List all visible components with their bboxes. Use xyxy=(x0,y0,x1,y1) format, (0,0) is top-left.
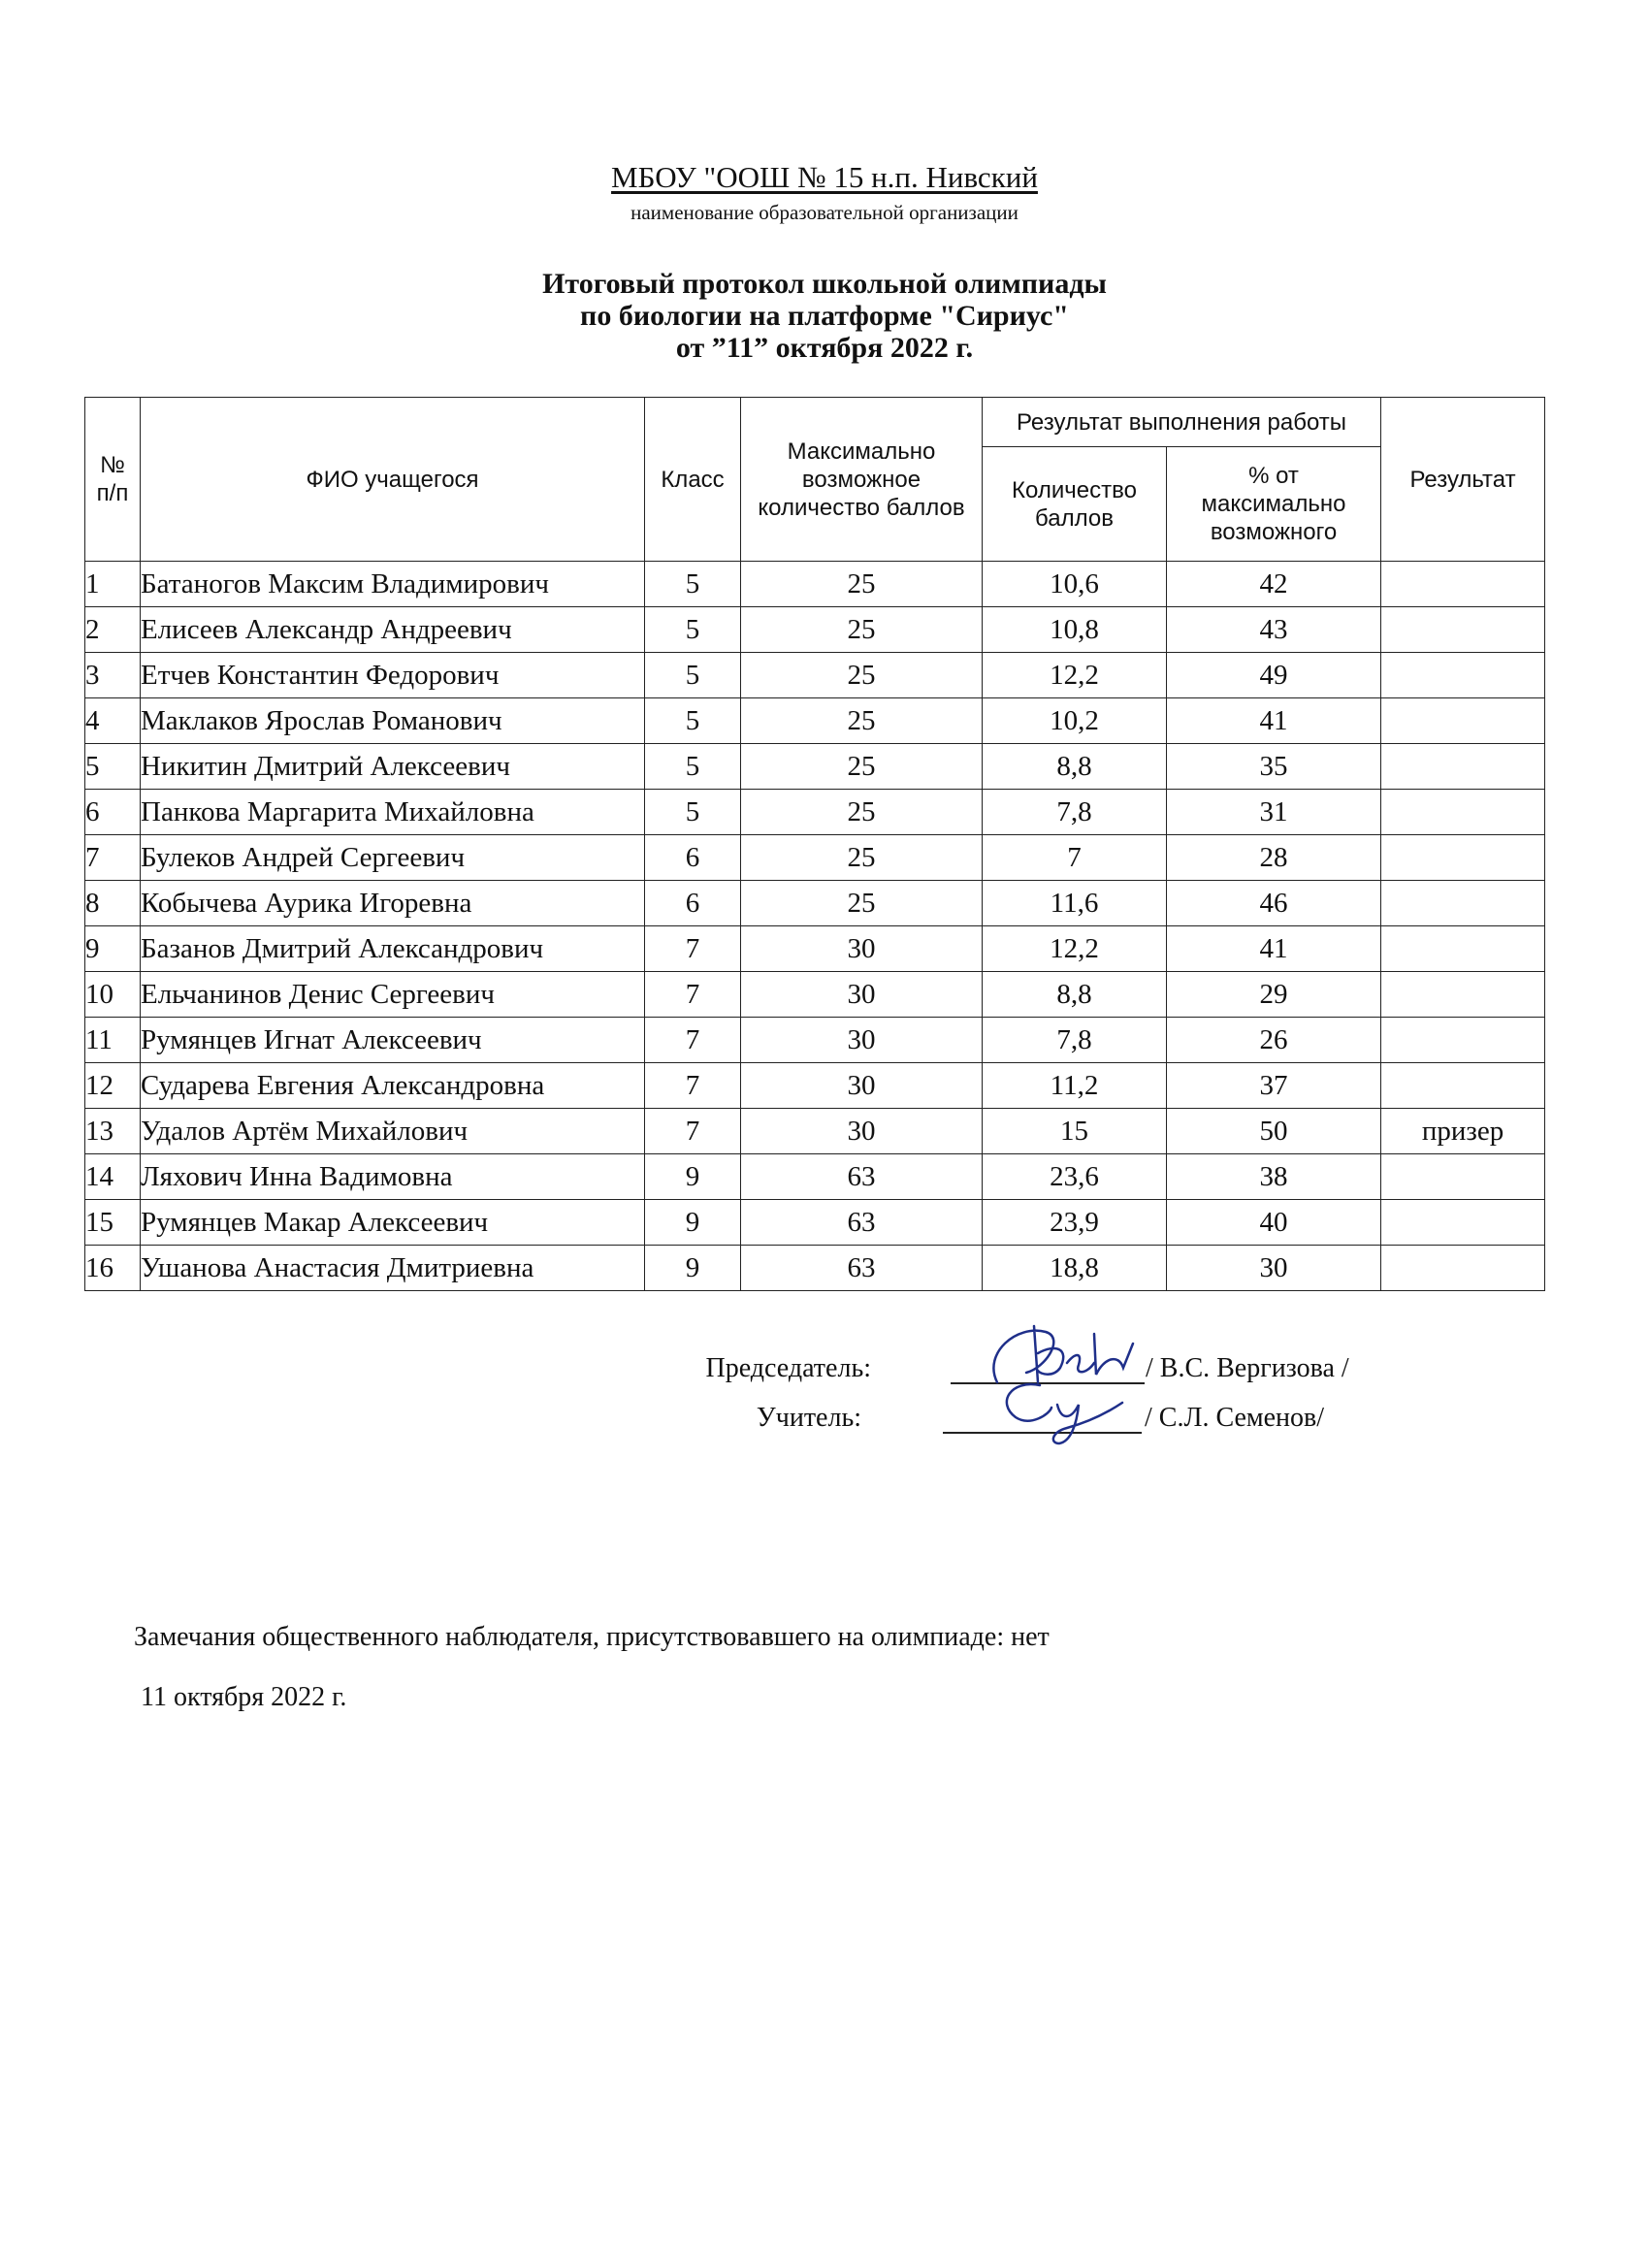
document-date: 11 октября 2022 г. xyxy=(141,1682,347,1712)
header-num: № п/п xyxy=(85,398,141,562)
observer-notes: Замечания общественного наблюдателя, присутствовавшего на олимпиаде: нет xyxy=(134,1622,1050,1652)
table-row xyxy=(85,1154,1545,1200)
table-row xyxy=(85,1246,1545,1291)
teacher-role: Учитель: xyxy=(756,1403,861,1433)
result xyxy=(1381,926,1545,972)
student-name: Булеков Андрей Сергеевич xyxy=(141,835,645,881)
teacher-signature-icon xyxy=(982,1374,1147,1451)
score: 7 xyxy=(983,835,1167,881)
percent: 42 xyxy=(1167,562,1381,607)
result xyxy=(1381,1246,1545,1291)
row-number: 1 xyxy=(85,562,141,607)
percent: 43 xyxy=(1167,607,1381,653)
percent: 49 xyxy=(1167,653,1381,698)
student-name: Ляхович Инна Вадимовна xyxy=(141,1154,645,1200)
percent: 30 xyxy=(1167,1246,1381,1291)
document-title xyxy=(0,268,1649,364)
percent: 41 xyxy=(1167,698,1381,744)
student-name: Сударева Евгения Александровна xyxy=(141,1063,645,1109)
table-row xyxy=(85,790,1545,835)
student-name: Батаногов Максим Владимирович xyxy=(141,562,645,607)
max-score: 25 xyxy=(741,653,983,698)
row-number: 3 xyxy=(85,653,141,698)
max-score: 25 xyxy=(741,881,983,926)
max-score: 25 xyxy=(741,607,983,653)
result xyxy=(1381,744,1545,790)
max-score: 25 xyxy=(741,835,983,881)
header-max-score: Максимально возможное количество баллов xyxy=(741,398,983,562)
title-line-1: Итоговый протокол школьной олимпиады xyxy=(542,268,1107,300)
row-number: 6 xyxy=(85,790,141,835)
teacher-signature-row xyxy=(0,1403,1649,1445)
student-name: Базанов Дмитрий Александрович xyxy=(141,926,645,972)
table-row xyxy=(85,607,1545,653)
header-result: Результат xyxy=(1381,398,1545,562)
result xyxy=(1381,790,1545,835)
student-grade: 6 xyxy=(645,881,741,926)
percent: 31 xyxy=(1167,790,1381,835)
max-score: 30 xyxy=(741,926,983,972)
student-grade: 9 xyxy=(645,1200,741,1246)
max-score: 25 xyxy=(741,744,983,790)
header-percent: % от максимально возможного xyxy=(1167,447,1381,562)
student-grade: 7 xyxy=(645,1018,741,1063)
student-name: Ушанова Анастасия Дмитриевна xyxy=(141,1246,645,1291)
chair-role: Председатель: xyxy=(705,1353,871,1383)
row-number: 15 xyxy=(85,1200,141,1246)
table-row xyxy=(85,698,1545,744)
student-name: Румянцев Макар Алексеевич xyxy=(141,1200,645,1246)
results-table xyxy=(84,397,1545,1291)
student-grade: 5 xyxy=(645,653,741,698)
row-number: 4 xyxy=(85,698,141,744)
result xyxy=(1381,607,1545,653)
score: 10,2 xyxy=(983,698,1167,744)
organization-block xyxy=(0,160,1649,225)
result xyxy=(1381,562,1545,607)
row-number: 12 xyxy=(85,1063,141,1109)
student-grade: 5 xyxy=(645,790,741,835)
student-grade: 5 xyxy=(645,744,741,790)
table-row xyxy=(85,1018,1545,1063)
row-number: 11 xyxy=(85,1018,141,1063)
score: 12,2 xyxy=(983,653,1167,698)
max-score: 25 xyxy=(741,562,983,607)
max-score: 30 xyxy=(741,972,983,1018)
student-grade: 9 xyxy=(645,1154,741,1200)
result xyxy=(1381,653,1545,698)
score: 8,8 xyxy=(983,744,1167,790)
table-row xyxy=(85,1109,1545,1154)
percent: 26 xyxy=(1167,1018,1381,1063)
score: 10,8 xyxy=(983,607,1167,653)
score: 12,2 xyxy=(983,926,1167,972)
student-name: Никитин Дмитрий Алексеевич xyxy=(141,744,645,790)
table-row xyxy=(85,926,1545,972)
result xyxy=(1381,1200,1545,1246)
header-work-result-group: Результат выполнения работы xyxy=(983,398,1381,447)
result xyxy=(1381,881,1545,926)
student-name: Удалов Артём Михайлович xyxy=(141,1109,645,1154)
header-name: ФИО учащегося xyxy=(141,398,645,562)
max-score: 30 xyxy=(741,1063,983,1109)
title-line-2: по биологии на платформе "Сириус" xyxy=(580,300,1069,332)
max-score: 63 xyxy=(741,1246,983,1291)
student-grade: 7 xyxy=(645,926,741,972)
score: 7,8 xyxy=(983,790,1167,835)
percent: 35 xyxy=(1167,744,1381,790)
student-name: Елисеев Александр Андреевич xyxy=(141,607,645,653)
score: 18,8 xyxy=(983,1246,1167,1291)
result xyxy=(1381,1018,1545,1063)
percent: 37 xyxy=(1167,1063,1381,1109)
student-name: Етчев Константин Федорович xyxy=(141,653,645,698)
header-score: Количество баллов xyxy=(983,447,1167,562)
max-score: 63 xyxy=(741,1154,983,1200)
row-number: 7 xyxy=(85,835,141,881)
student-grade: 9 xyxy=(645,1246,741,1291)
student-grade: 7 xyxy=(645,1109,741,1154)
result: призер xyxy=(1381,1109,1545,1154)
student-grade: 7 xyxy=(645,972,741,1018)
table-row xyxy=(85,881,1545,926)
chair-signature-row xyxy=(0,1353,1649,1396)
student-name: Панкова Маргарита Михайловна xyxy=(141,790,645,835)
result xyxy=(1381,1154,1545,1200)
row-number: 5 xyxy=(85,744,141,790)
percent: 28 xyxy=(1167,835,1381,881)
result xyxy=(1381,698,1545,744)
organization-name: МБОУ "ООШ № 15 н.п. Нивский xyxy=(611,160,1038,194)
teacher-name: / С.Л. Семенов/ xyxy=(1145,1403,1325,1433)
table-row xyxy=(85,835,1545,881)
result xyxy=(1381,972,1545,1018)
result xyxy=(1381,835,1545,881)
student-grade: 6 xyxy=(645,835,741,881)
percent: 40 xyxy=(1167,1200,1381,1246)
score: 7,8 xyxy=(983,1018,1167,1063)
student-name: Маклаков Ярослав Романович xyxy=(141,698,645,744)
student-name: Румянцев Игнат Алексеевич xyxy=(141,1018,645,1063)
result xyxy=(1381,1063,1545,1109)
score: 11,2 xyxy=(983,1063,1167,1109)
score: 15 xyxy=(983,1109,1167,1154)
student-name: Ельчанинов Денис Сергеевич xyxy=(141,972,645,1018)
percent: 29 xyxy=(1167,972,1381,1018)
table-row xyxy=(85,653,1545,698)
header-grade: Класс xyxy=(645,398,741,562)
score: 11,6 xyxy=(983,881,1167,926)
row-number: 14 xyxy=(85,1154,141,1200)
row-number: 2 xyxy=(85,607,141,653)
student-grade: 5 xyxy=(645,562,741,607)
row-number: 16 xyxy=(85,1246,141,1291)
row-number: 9 xyxy=(85,926,141,972)
table-row xyxy=(85,1200,1545,1246)
max-score: 63 xyxy=(741,1200,983,1246)
chair-name: / В.С. Вергизова / xyxy=(1146,1353,1349,1383)
row-number: 10 xyxy=(85,972,141,1018)
percent: 41 xyxy=(1167,926,1381,972)
table-row xyxy=(85,1063,1545,1109)
percent: 38 xyxy=(1167,1154,1381,1200)
row-number: 13 xyxy=(85,1109,141,1154)
score: 23,9 xyxy=(983,1200,1167,1246)
max-score: 25 xyxy=(741,698,983,744)
table-row xyxy=(85,972,1545,1018)
max-score: 25 xyxy=(741,790,983,835)
student-grade: 7 xyxy=(645,1063,741,1109)
max-score: 30 xyxy=(741,1018,983,1063)
score: 23,6 xyxy=(983,1154,1167,1200)
student-grade: 5 xyxy=(645,698,741,744)
max-score: 30 xyxy=(741,1109,983,1154)
title-line-3: от ”11” октября 2022 г. xyxy=(675,332,974,364)
row-number: 8 xyxy=(85,881,141,926)
score: 10,6 xyxy=(983,562,1167,607)
student-grade: 5 xyxy=(645,607,741,653)
student-name: Кобычева Аурика Игоревна xyxy=(141,881,645,926)
table-row xyxy=(85,562,1545,607)
organization-caption: наименование образовательной организации xyxy=(630,201,1018,224)
percent: 46 xyxy=(1167,881,1381,926)
score: 8,8 xyxy=(983,972,1167,1018)
table-row xyxy=(85,744,1545,790)
percent: 50 xyxy=(1167,1109,1381,1154)
